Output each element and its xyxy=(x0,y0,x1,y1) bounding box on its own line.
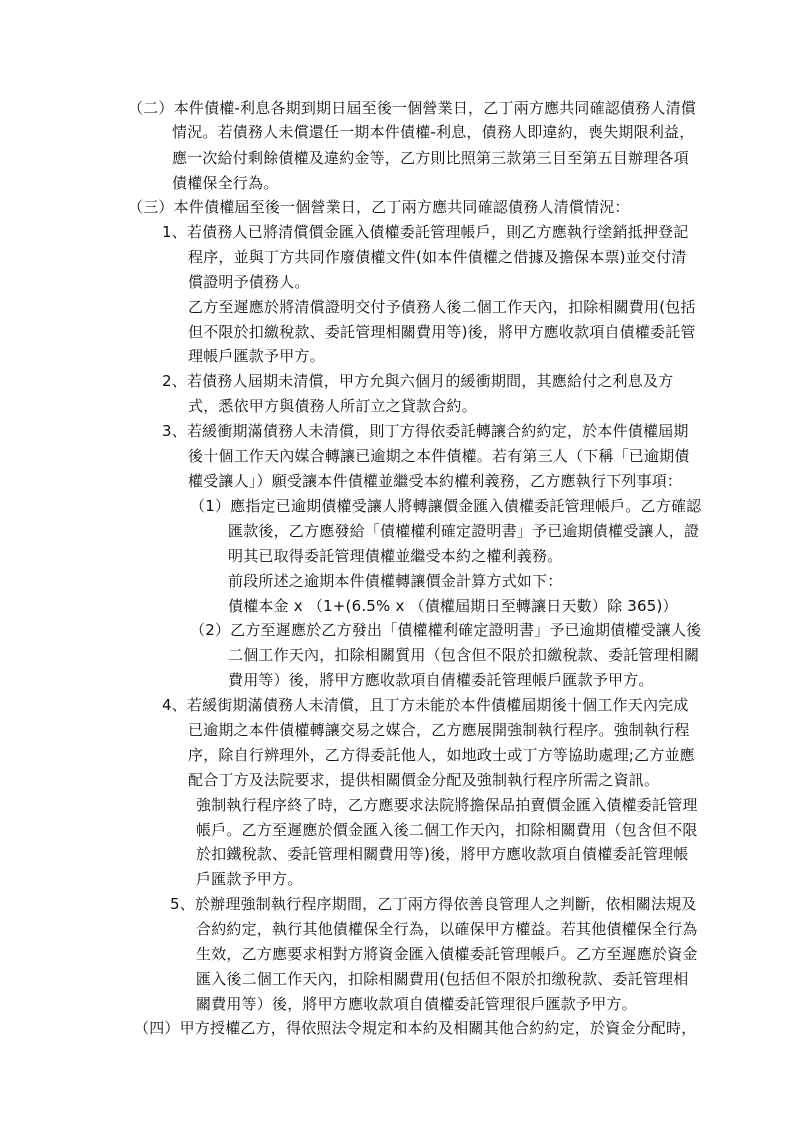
text-line: 權受讓人」）願受讓本件債權並繼受本約權利義務，乙方應執行下列事項： xyxy=(188,472,683,490)
text-line: 帳戶。乙方至遲應於價金匯入後二個工作天內，扣除相關費用（包含但不限 xyxy=(196,821,698,839)
text-line: 式，悉依甲方與債務人所訂立之貸款合約。 xyxy=(188,397,477,415)
text-line: 合約約定，執行其他債權保全行為，以確保甲方權益。若其他債權保全行為 xyxy=(196,920,698,938)
text-line: 3、若緩衝期滿債務人未清償，則丁方得依委託轉讓合約約定，於本件債權屆期 xyxy=(162,422,689,440)
text-line: 乙方至遲應於將清償證明交付予債務人後二個工作天內，扣除相關費用(包括 xyxy=(188,298,696,316)
formula-line: 債權本金 x （1+(6.5% x （債權屆期日至轉讓日天數）除 365)） xyxy=(228,597,678,615)
text-line: 戶匯款予甲方。 xyxy=(196,870,303,888)
text-line: 5、於辦理強制執行程序期間，乙丁兩方得依善良管理人之判斷，依相關法規及 xyxy=(170,895,697,913)
text-line: （1）應指定已逾期債權受讓人將轉讓價金匯入債權委託管理帳戶。乙方確認 xyxy=(190,497,702,515)
text-line: 程序，並與丁方共同作廢債權文件(如本件債權之借據及擔保本票)並交付清 xyxy=(188,248,687,266)
text-line: 關費用等）後，將甲方應收款項自債權委託管理很戶匯款予甲方。 xyxy=(196,995,637,1013)
text-line: 匯入後二個工作天內，扣除相關費用(包括但不限於扣缴稅款、委託管理相 xyxy=(196,970,689,988)
text-line: 4、若緩街期滿債務人未清償，且丁方未能於本件債權屆期後十個工作天內完成 xyxy=(162,696,689,714)
text-line: 於扣鐵稅款、委託管理相關費用等)後，將甲方應收款項自債權委託管理帳 xyxy=(196,845,689,863)
text-line: 費用等）後，將甲方應收款項自倩權委託管理帳戶匯款予甲方。 xyxy=(228,671,654,689)
text-line: 二個工作天內，扣除相關質用（包含但不限於扣繳稅款、委託管理相關 xyxy=(228,646,700,664)
text-line: 後十個工作天內媒合轉讓已逾期之本件債權。若有第三人（下稱「已逾期債 xyxy=(188,447,690,465)
text-line: 但不限於扣繳稅款、委託管理相關費用等)後，將甲方應收款項自債權委託管 xyxy=(188,323,696,341)
text-line: 強制執行程序終了時，乙方應要求法院將擔保品拍賣價金匯入債權委託管理 xyxy=(196,796,698,814)
text-line: 匯款後，乙方應發給「債權權利確定證明書」予已逾期債權受讓人，證 xyxy=(228,522,700,540)
text-line: 明其已取得委託管理債權並繼受本約之權利義務。 xyxy=(228,547,563,565)
text-line: 2、若債務人屆期未清償，甲方允與六個月的緩衝期間，其應給付之利息及方 xyxy=(162,372,674,390)
text-line: 情況。若債務人未償還任一期本件債權-利息，債務人即違約，喪失期限利益， xyxy=(172,123,695,141)
text-line: 應一次給付剩餘債權及違約金等，乙方則比照第三款第三目至第五目辦理各項 xyxy=(172,149,689,167)
text-line: 償證明予債務人。 xyxy=(188,273,310,291)
text-line: 配合丁方及法院要求，提供相關價金分配及強制執行程序所需之資訊。 xyxy=(188,771,660,789)
text-line: 債權保全行為。 xyxy=(172,174,279,192)
text-line: 前段所述之逾期本件債權轉讓價金計算方式如下： xyxy=(228,572,563,590)
text-line: （二）本件債權-利息各期到期日屆至後一個營業日，乙丁兩方應共同確認債務人清償 xyxy=(128,99,697,117)
text-line: （三）本件債權屆至後一個營業日，乙丁兩方應共同確認債務人清償情況： xyxy=(128,198,630,216)
text-line: 1、若債務人已將清償價金匯入債權委託管理帳戶，則乙方應執行塗銷抵押登記 xyxy=(162,223,689,241)
text-line: 理帳戶匯款予甲方。 xyxy=(188,347,325,365)
text-line: （2）乙方至遲應於乙方發出「債權權利確定證明書」予已逾期債權受讓人後 xyxy=(190,621,702,639)
text-line: （四）甲方授權乙方，得依照法令規定和本約及相關其他合約約定，於資金分配時， xyxy=(134,1019,697,1037)
text-line: 已逾期之本件債權轉讓交易之媒合，乙方應展開強制執行程序。強制執行程 xyxy=(188,721,690,739)
text-line: 序，除自行辨理外，乙方得委託他人，如地政士或丁方等協助處理;乙方並應 xyxy=(188,746,695,764)
text-line: 生效，乙方應要求相對方將資金匯入債權委託管理帳戶。乙方至遲應於資金 xyxy=(196,945,698,963)
